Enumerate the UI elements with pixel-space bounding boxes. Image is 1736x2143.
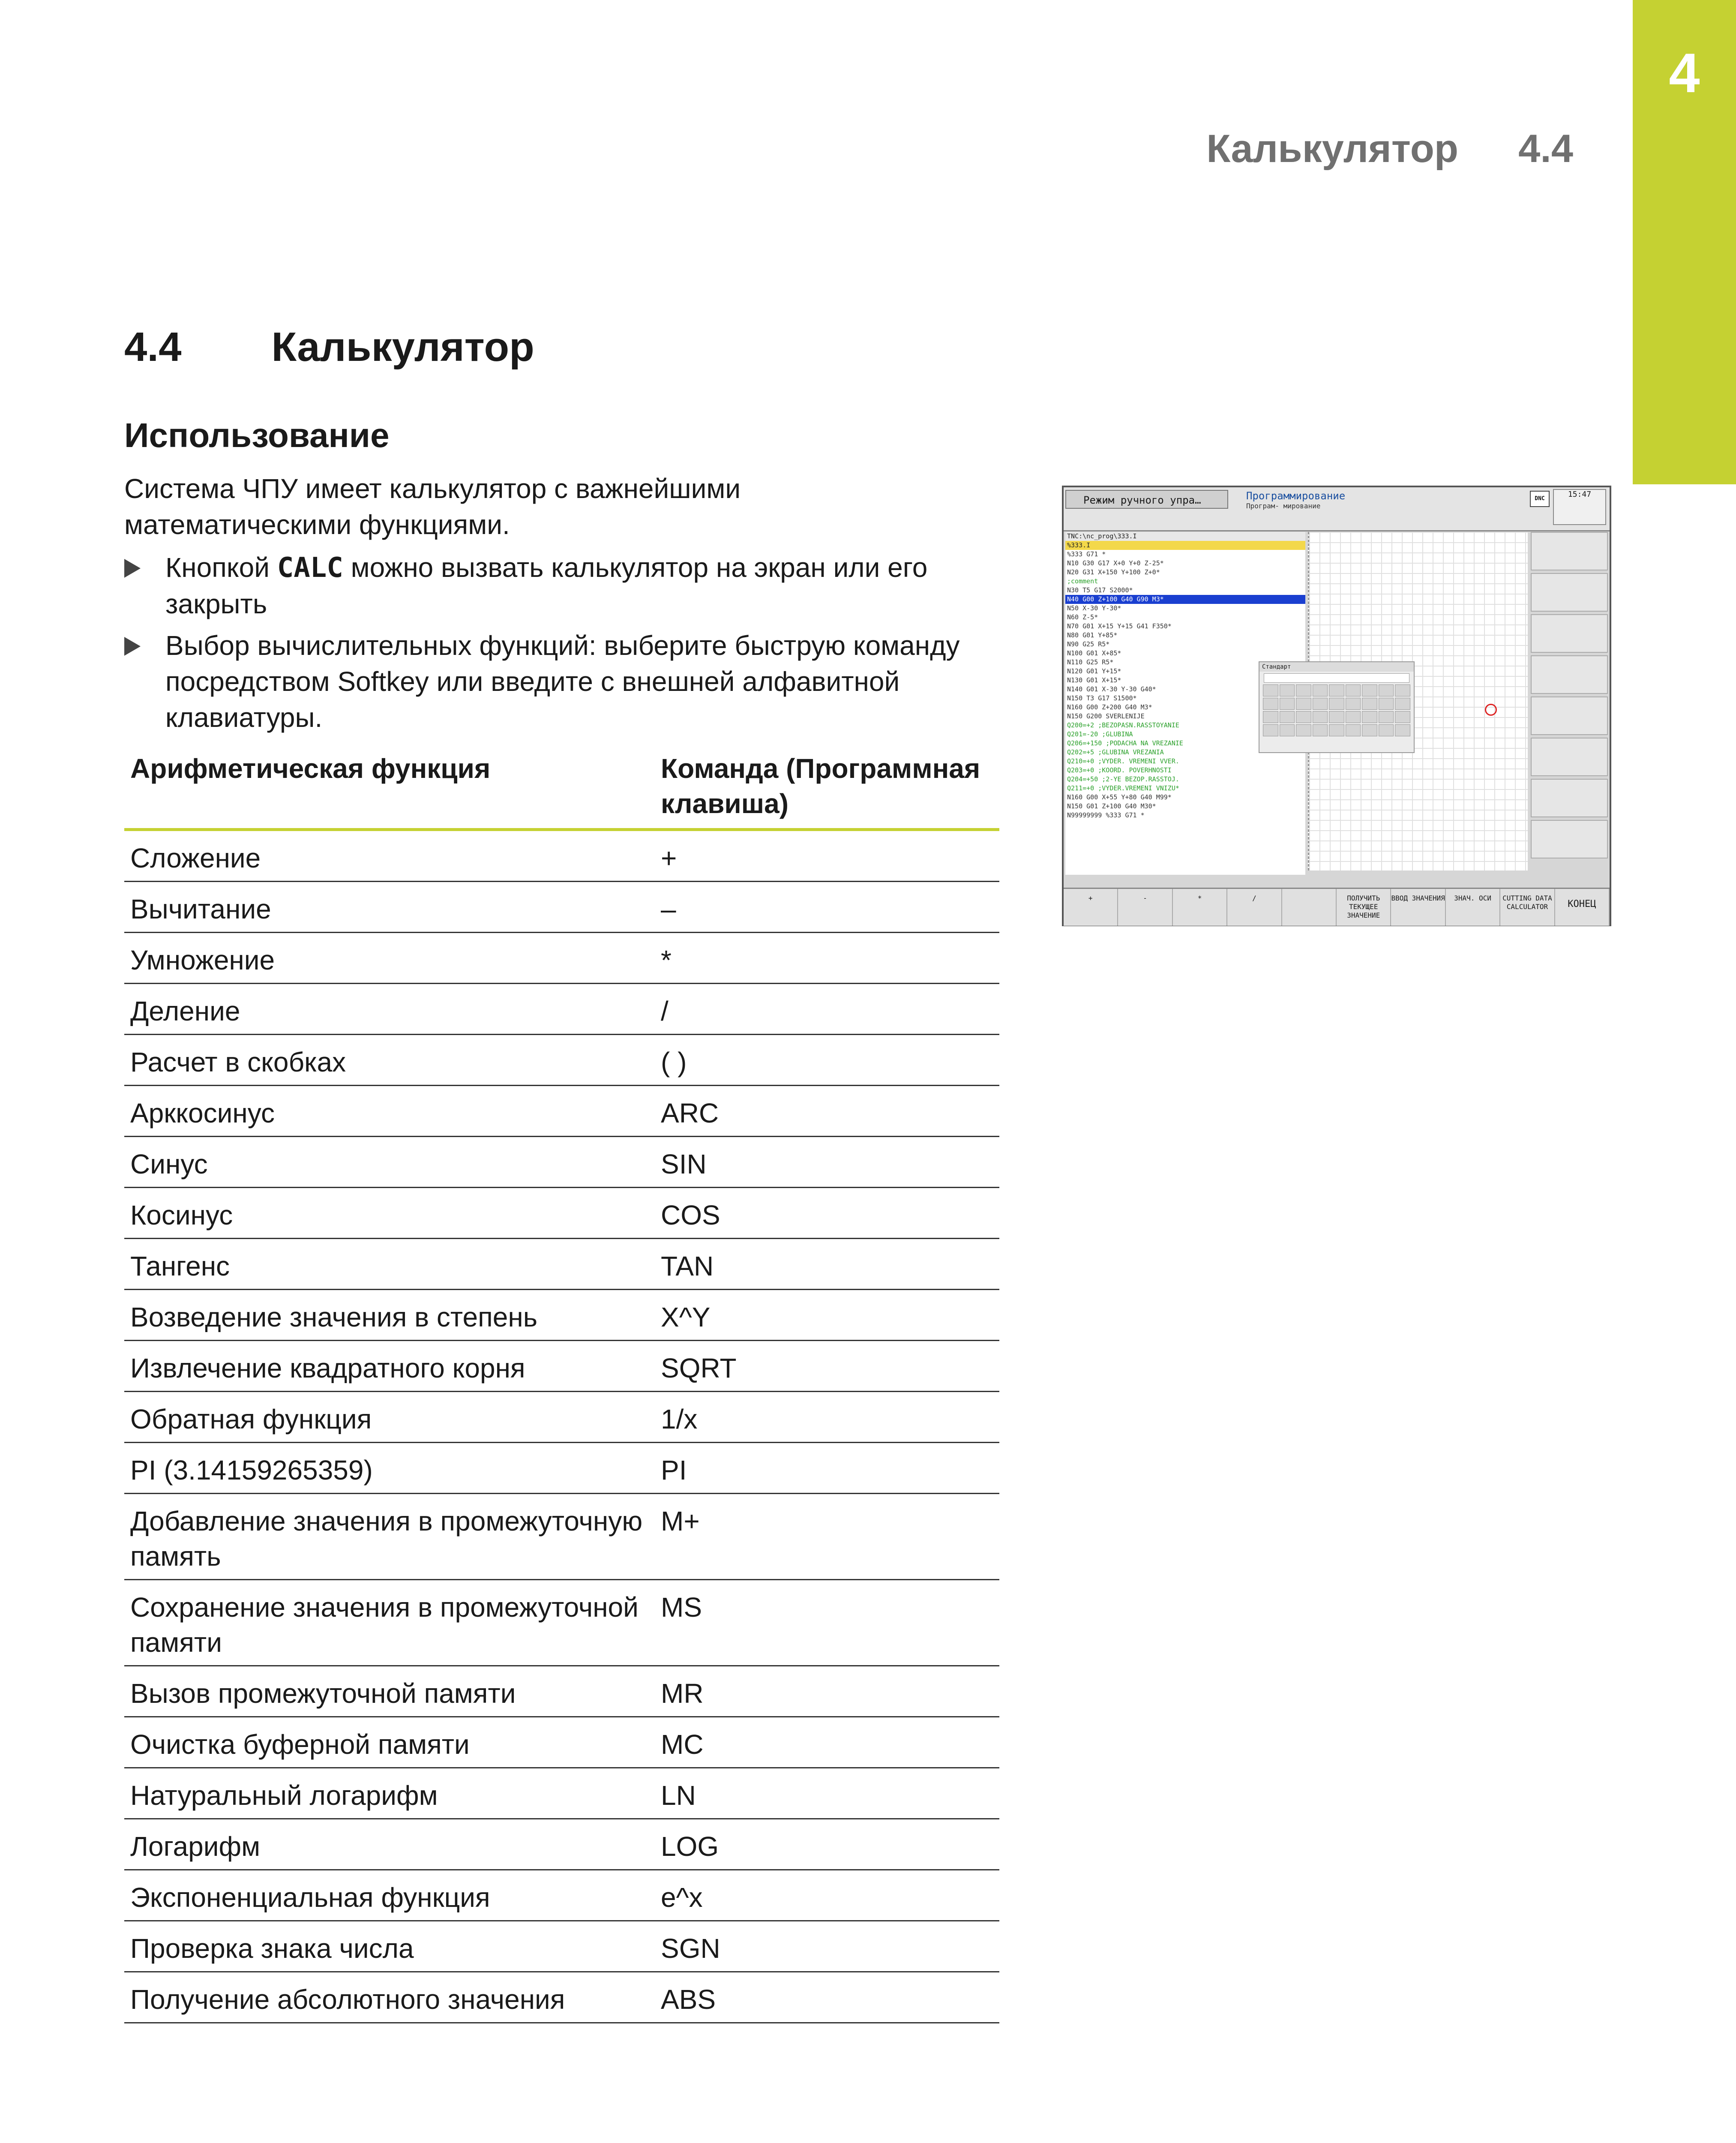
- calculator-key: [1346, 698, 1361, 710]
- chapter-tab: [1633, 0, 1736, 484]
- side-softkey: [1531, 696, 1608, 735]
- table-row: [124, 1086, 999, 1137]
- calculator-key: [1379, 724, 1394, 736]
- table-row: [124, 882, 999, 933]
- table-row: [124, 1239, 999, 1290]
- command-key: TAN: [655, 1239, 999, 1290]
- calculator-key: [1379, 698, 1394, 710]
- command-key: +: [655, 830, 999, 882]
- table-row: [124, 830, 999, 882]
- calculator-key: [1263, 698, 1278, 710]
- softkey: КОНЕЦ: [1555, 889, 1610, 926]
- calculator-key: [1379, 711, 1394, 723]
- function-name: Натуральный логарифм: [124, 1768, 655, 1819]
- tool-position-icon: [1485, 704, 1497, 716]
- calculator-key: [1313, 684, 1328, 696]
- calculator-key: [1280, 724, 1295, 736]
- dnc-icon: DNC: [1530, 491, 1550, 507]
- command-key: MC: [655, 1717, 999, 1768]
- softkey: *: [1173, 889, 1227, 926]
- calculator-key: [1362, 711, 1377, 723]
- side-softkey: [1531, 573, 1608, 612]
- program-line: Q206=+150 ;PODACHA NA VREZANIE: [1067, 739, 1183, 747]
- program-line: Q200=+2 ;BEZOPASN.RASSTOYANIE: [1067, 721, 1179, 729]
- function-name: Косинус: [124, 1188, 655, 1239]
- table-row: [124, 984, 999, 1035]
- calculator-key: [1346, 711, 1361, 723]
- calculator-key: [1395, 724, 1410, 736]
- calculator-key: [1395, 711, 1410, 723]
- table-row: [124, 1768, 999, 1819]
- table-row: [124, 1341, 999, 1392]
- command-key: /: [655, 984, 999, 1035]
- function-name: Синус: [124, 1137, 655, 1188]
- calculator-key: [1313, 711, 1328, 723]
- column-header-function: Арифметическая функция: [124, 746, 655, 830]
- mode-manual: Режим ручного упра…: [1065, 490, 1228, 509]
- softkey: ВВОД ЗНАЧЕНИЯ: [1391, 889, 1445, 926]
- command-key: 1/x: [655, 1392, 999, 1443]
- program-line: %333.I: [1065, 541, 1305, 550]
- calculator-key: [1263, 711, 1278, 723]
- side-softkey: [1531, 820, 1608, 858]
- mode-programming: Программирование Програм- мирование: [1246, 490, 1346, 510]
- function-name: Сохранение значения в промежуточной памяти: [124, 1580, 655, 1666]
- side-softkey: [1531, 738, 1608, 776]
- program-line: N160 G00 Z+200 G40 M3*: [1067, 703, 1152, 711]
- table-row: [124, 933, 999, 984]
- calculator-key: [1395, 684, 1410, 696]
- table-row: [124, 1972, 999, 2023]
- function-name: Логарифм: [124, 1819, 655, 1870]
- softkey: ЗНАЧ. ОСИ: [1446, 889, 1500, 926]
- function-name: Возведение значения в степень: [124, 1290, 655, 1341]
- table-row: [124, 1819, 999, 1870]
- program-line: TNC:\nc_prog\333.I: [1065, 532, 1305, 541]
- program-line: Q202=+5 ;GLUBINA VREZANIA: [1067, 748, 1164, 756]
- calculator-title: Стандарт: [1259, 662, 1414, 672]
- command-key: SIN: [655, 1137, 999, 1188]
- program-line: ;comment: [1067, 577, 1098, 585]
- function-name: Обратная функция: [124, 1392, 655, 1443]
- function-name: Расчет в скобках: [124, 1035, 655, 1086]
- triangle-bullet-icon: [124, 559, 141, 578]
- program-line: N150 T3 G17 S1500*: [1067, 694, 1137, 702]
- calculator-key: [1362, 724, 1377, 736]
- side-softkey: [1531, 532, 1608, 570]
- calculator-key: [1362, 684, 1377, 696]
- softkey: -: [1118, 889, 1172, 926]
- program-line: N160 G00 X+55 Y+80 G40 M99*: [1067, 793, 1172, 801]
- command-key: M+: [655, 1494, 999, 1580]
- program-line: N40 G00 Z+100 G40 G90 M3*: [1065, 595, 1305, 604]
- command-key: SQRT: [655, 1341, 999, 1392]
- subsection-heading: Использование: [124, 416, 390, 454]
- section-title: Калькулятор: [271, 324, 534, 370]
- function-name: Арккосинус: [124, 1086, 655, 1137]
- table-row: [124, 1290, 999, 1341]
- calculator-key: [1313, 698, 1328, 710]
- program-line: Q210=+0 ;VYDER. VREMENI VVER.: [1067, 757, 1179, 765]
- calculator-key: [1329, 698, 1344, 710]
- running-header-number: 4.4: [1518, 127, 1573, 171]
- calculator-key: [1296, 698, 1311, 710]
- program-line: N140 G01 X-30 Y-30 G40*: [1067, 685, 1156, 693]
- calculator-display: [1264, 673, 1409, 683]
- softkey: [1282, 889, 1337, 926]
- softkey: CUTTING DATA CALCULATOR: [1500, 889, 1555, 926]
- table-row: [124, 1443, 999, 1494]
- command-key: COS: [655, 1188, 999, 1239]
- softkey: /: [1227, 889, 1282, 926]
- calculator-key: [1346, 724, 1361, 736]
- calculator-key: [1379, 684, 1394, 696]
- table-row: [124, 1921, 999, 1972]
- calc-key-label: CALC: [277, 552, 343, 584]
- function-name: Вызов промежуточной памяти: [124, 1666, 655, 1717]
- side-softkey: [1531, 614, 1608, 653]
- calculator-key: [1296, 724, 1311, 736]
- table-row: [124, 1870, 999, 1921]
- function-table: [124, 746, 999, 2023]
- command-key: MR: [655, 1666, 999, 1717]
- calculator-key: [1395, 698, 1410, 710]
- function-name: Получение абсолютного значения: [124, 1972, 655, 2023]
- calculator-key: [1296, 684, 1311, 696]
- tnc-screenshot: [1062, 486, 1611, 926]
- calculator-key: [1280, 711, 1295, 723]
- command-key: LN: [655, 1768, 999, 1819]
- calculator-key: [1296, 711, 1311, 723]
- table-row: [124, 1035, 999, 1086]
- calculator-key: [1280, 684, 1295, 696]
- column-header-command: Команда (Программная клавиша): [655, 746, 999, 830]
- command-key: –: [655, 882, 999, 933]
- softkey: +: [1064, 889, 1118, 926]
- table-row: [124, 1580, 999, 1666]
- command-key: SGN: [655, 1921, 999, 1972]
- program-line: %333 G71 *: [1067, 550, 1106, 558]
- command-key: ABS: [655, 1972, 999, 2023]
- clock: 15:47: [1553, 489, 1606, 525]
- function-name: Сложение: [124, 830, 655, 882]
- section-heading: [124, 324, 534, 371]
- calculator-key: [1329, 724, 1344, 736]
- command-key: ( ): [655, 1035, 999, 1086]
- program-line: N20 G31 X+150 Y+100 Z+0*: [1067, 568, 1160, 576]
- side-softkey: [1531, 655, 1608, 694]
- program-line: N110 G25 R5*: [1067, 658, 1114, 666]
- calculator-key: [1280, 698, 1295, 710]
- command-key: e^x: [655, 1870, 999, 1921]
- intro-paragraph: Система ЧПУ имеет калькулятор с важнейшими математическими функциями.: [124, 473, 741, 540]
- function-name: PI (3.14159265359): [124, 1443, 655, 1494]
- bullet-calc-key: [124, 549, 981, 622]
- table-row: [124, 1494, 999, 1580]
- bullet-text: Кнопкой CALC можно вызвать калькулятор на экран или его закрыть: [165, 552, 928, 619]
- table-row: [124, 1392, 999, 1443]
- calculator-key: [1329, 684, 1344, 696]
- command-key: LOG: [655, 1819, 999, 1870]
- function-name: Добавление значения в промежуточную память: [124, 1494, 655, 1580]
- running-header-title: Калькулятор: [1206, 127, 1459, 171]
- calculator-key: [1362, 698, 1377, 710]
- calculator-keypad: [1263, 684, 1410, 736]
- function-name: Извлечение квадратного корня: [124, 1341, 655, 1392]
- calculator-key: [1346, 684, 1361, 696]
- program-line: N80 G01 Y+85*: [1067, 631, 1118, 639]
- program-line: Q203=+0 ;KOORD. POVERHNOSTI: [1067, 766, 1172, 774]
- table-row: [124, 1137, 999, 1188]
- bullet-text: Выбор вычислительных функций: выберите быструю команду посредством Softkey или введите с внешней алфавитной клавиатуры.: [165, 630, 960, 733]
- program-line: N60 Z-5*: [1067, 613, 1098, 621]
- function-name: Умножение: [124, 933, 655, 984]
- table-row: [124, 1666, 999, 1717]
- running-header: [1206, 126, 1573, 171]
- command-key: X^Y: [655, 1290, 999, 1341]
- program-line: N99999999 %333 G71 *: [1067, 811, 1145, 819]
- command-key: *: [655, 933, 999, 984]
- table-row: [124, 1717, 999, 1768]
- triangle-bullet-icon: [124, 637, 141, 656]
- program-line: N90 G25 R5*: [1067, 640, 1110, 648]
- softkey: ПОЛУЧИТЬ ТЕКУЩЕЕ ЗНАЧЕНИЕ: [1337, 889, 1391, 926]
- calculator-key: [1263, 724, 1278, 736]
- command-key: MS: [655, 1580, 999, 1666]
- calculator-window: [1259, 661, 1415, 753]
- calculator-key: [1329, 711, 1344, 723]
- section-number: 4.4: [124, 324, 182, 370]
- function-name: Очистка буферной памяти: [124, 1717, 655, 1768]
- chapter-number: 4: [1669, 42, 1700, 104]
- side-softkey: [1531, 779, 1608, 817]
- function-name: Тангенс: [124, 1239, 655, 1290]
- function-name: Проверка знака числа: [124, 1921, 655, 1972]
- program-line: N70 G01 X+15 Y+15 G41 F350*: [1067, 622, 1172, 630]
- calculator-key: [1313, 724, 1328, 736]
- table-row: [124, 1188, 999, 1239]
- calculator-key: [1263, 684, 1278, 696]
- program-line: Q201=-20 ;GLUBINA: [1067, 730, 1133, 738]
- program-line: N120 G01 Y+15*: [1067, 667, 1121, 675]
- function-name: Деление: [124, 984, 655, 1035]
- program-line: N100 G01 X+85*: [1067, 649, 1121, 657]
- program-line: N30 T5 G17 S2000*: [1067, 586, 1133, 594]
- command-key: PI: [655, 1443, 999, 1494]
- screen-header: [1064, 487, 1610, 531]
- softkey-bar: [1064, 888, 1610, 926]
- program-line: Q204=+50 ;2-YE BEZOP.RASSTOJ.: [1067, 775, 1179, 783]
- program-line: N50 X-30 Y-30*: [1067, 604, 1121, 612]
- function-name: Экспоненциальная функция: [124, 1870, 655, 1921]
- program-line: N130 G01 X+15*: [1067, 676, 1121, 684]
- bullet-select-function: [124, 627, 981, 735]
- table-header-row: [124, 746, 999, 830]
- program-line: N10 G30 G17 X+0 Y+0 Z-25*: [1067, 559, 1164, 567]
- program-line: N150 G01 Z+100 G40 M30*: [1067, 802, 1156, 810]
- command-key: ARC: [655, 1086, 999, 1137]
- program-line: N150 G200 SVERLENIJE: [1067, 712, 1145, 720]
- program-line: Q211=+0 ;VYDER.VREMENI VNIZU*: [1067, 784, 1179, 792]
- function-name: Вычитание: [124, 882, 655, 933]
